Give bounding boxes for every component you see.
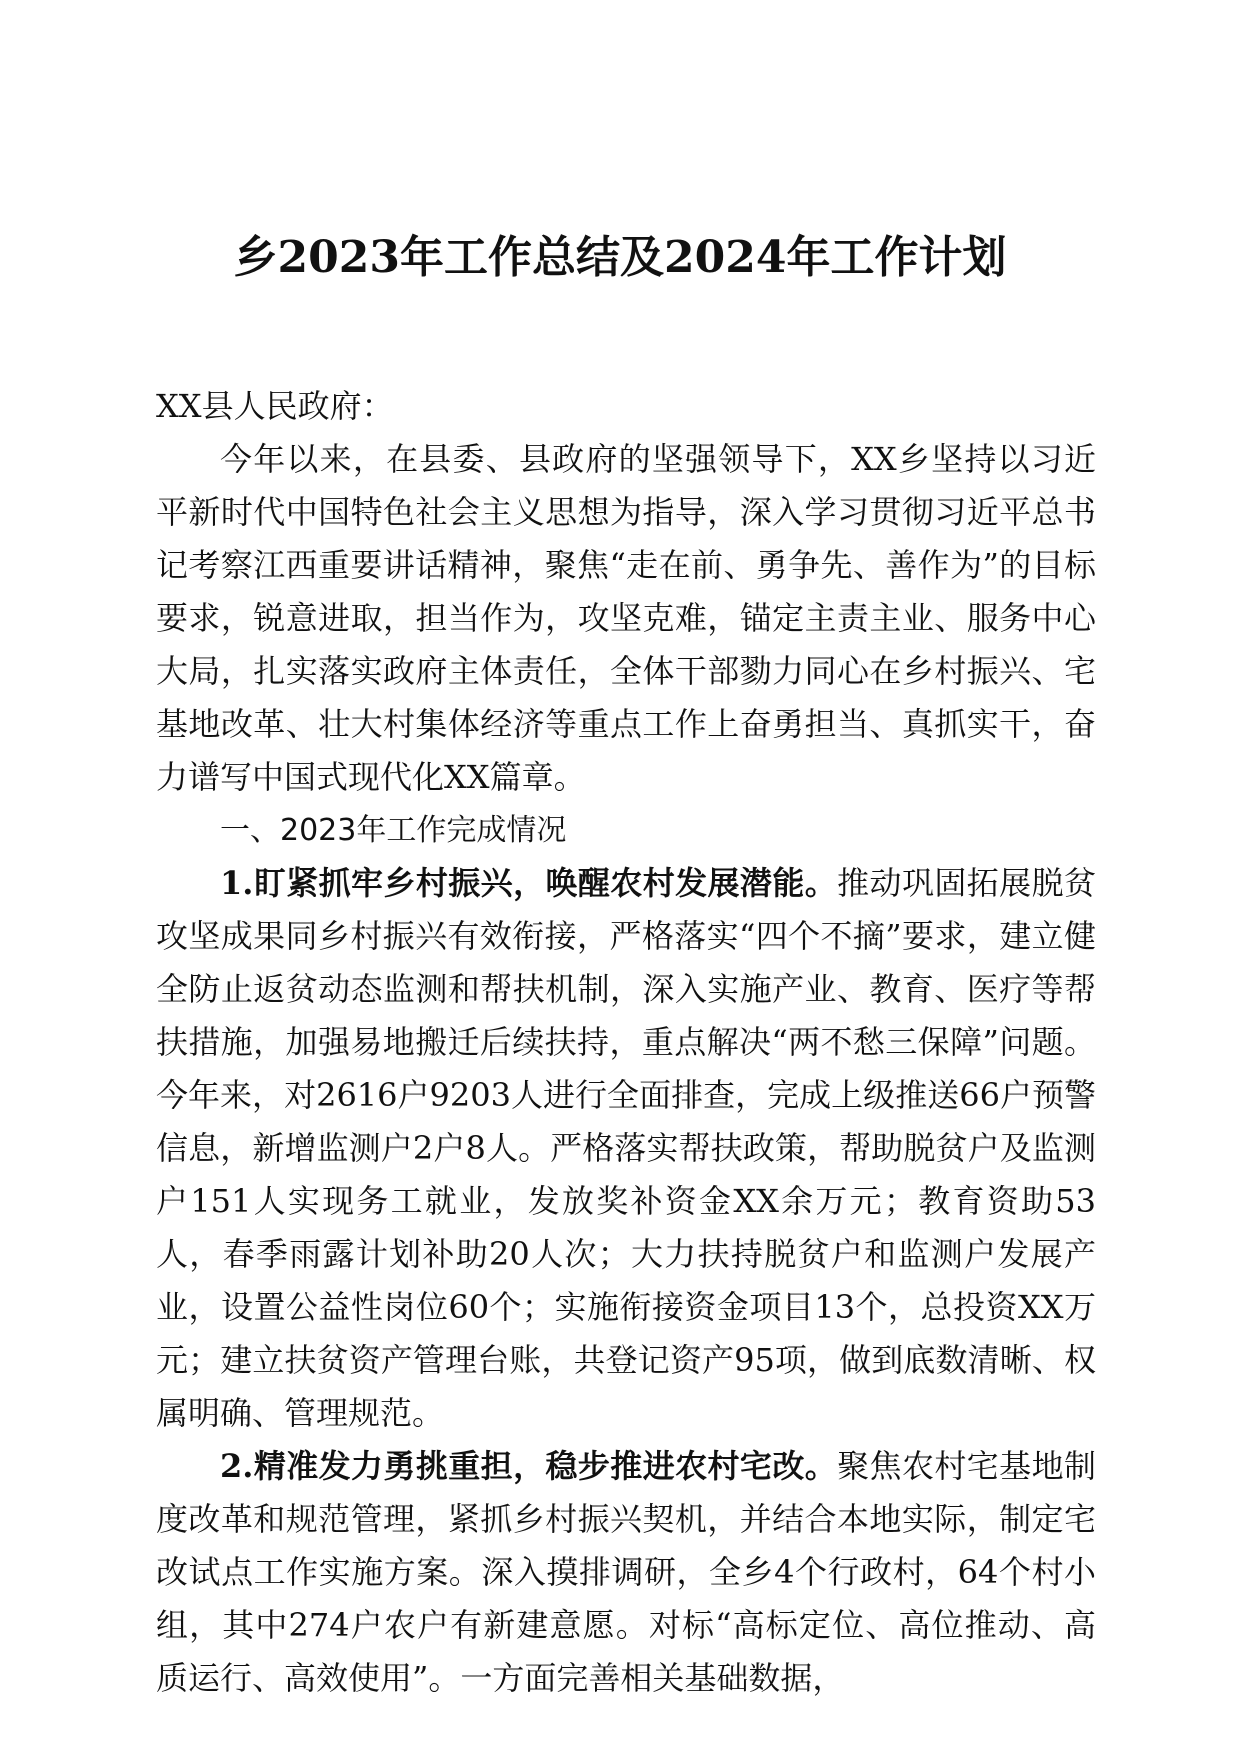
intro-paragraph: 今年以来，在县委、县政府的坚强领导下，XX乡坚持以习近平新时代中国特色社会主义思想为指导，深入学习贯彻习近平总书记考察江西重要讲话精神，聚焦“走在前、勇争先、善作为”的目标要求，锐意进取，担当作为，攻坚克难，锚定主责主业、服务中心大局，扎实落实政府主体责任，全体干部勠力同心在乡村振兴、宅基地改革、壮大村集体经济等重点工作上奋勇担当、真抓实干，奋力谱写中国式现代化XX篇章。 bbox=[156, 440, 1096, 796]
item-paragraph-1 bbox=[156, 857, 1096, 1440]
section-heading-1: 一、2023年工作完成情况 bbox=[220, 813, 567, 848]
item-lead-2: 2.精准发力勇挑重担，稳步推进农村宅改。 bbox=[220, 1447, 838, 1485]
item-paragraph-2 bbox=[156, 1440, 1096, 1705]
document-title: 乡2023年工作总结及2024年工作计划 bbox=[233, 232, 1007, 283]
item-text-2: 聚焦农村宅基地制度改革和规范管理，紧抓乡村振兴契机，并结合本地实际，制定宅改试点工作实施方案。深入摸排调研，全乡4个行政村，64个村小组，其中274户农户有新建意愿。对标“高标定位、高位推动、高质运行、高效使用”。一方面完善相关基础数据， bbox=[156, 1447, 1096, 1697]
salutation: XX县人民政府： bbox=[156, 387, 394, 425]
item-text-1: 推动巩固拓展脱贫攻坚成果同乡村振兴有效衔接，严格落实“四个不摘”要求，建立健全防止返贫动态监测和帮扶机制，深入实施产业、教育、医疗等帮扶措施，加强易地搬迁后续扶持，重点解决“两不愁三保障”问题。今年来，对2616户9203人进行全面排查，完成上级推送66户预警信息，新增监测户2户8人。严格落实帮扶政策，帮助脱贫户及监测户151人实现务工就业，发放奖补资金XX余万元；教育资助53人，春季雨露计划补助20人次；大力扶持脱贫户和监测户发展产业，设置公益性岗位60个；实施衔接资金项目13个，总投资XX万元；建立扶贫资产管理台账，共登记资产95项，做到底数清晰、权属明确、管理规范。 bbox=[156, 864, 1096, 1432]
item-lead-1: 1.盯紧抓牢乡村振兴，唤醒农村发展潜能。 bbox=[220, 864, 838, 902]
document-body bbox=[156, 380, 1096, 1705]
